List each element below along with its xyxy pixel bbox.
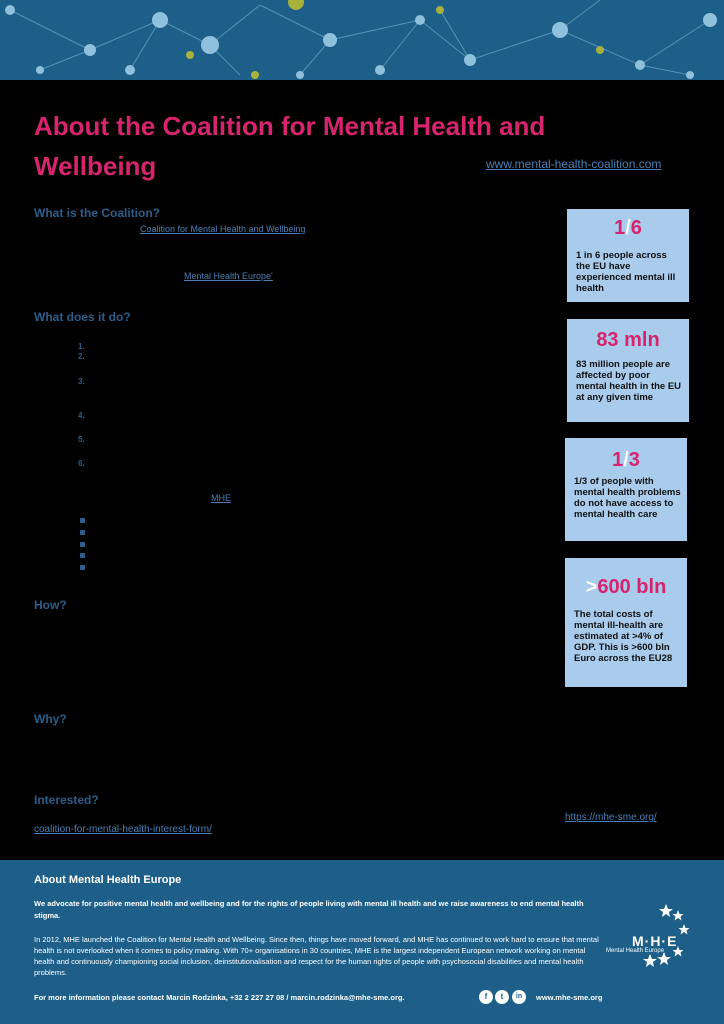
footer-heading: About Mental Health Europe — [34, 874, 182, 886]
header-banner — [0, 0, 724, 80]
footer-intro: We advocate for positive mental health and wellbeing and for the rights of people living with mental ill health and we raise awareness to end mental health stigma. — [34, 899, 584, 920]
list-number: 1. — [78, 342, 85, 351]
bullet-icon — [80, 553, 85, 558]
mhe-inline-link[interactable]: MHE — [211, 493, 231, 503]
linkedin-icon[interactable]: in — [512, 990, 526, 1004]
stat-box-83-mln — [567, 319, 689, 422]
list-number: 4. — [78, 411, 85, 420]
facebook-icon[interactable]: f — [479, 990, 493, 1004]
mhe-logo-text: M·H·E — [632, 933, 678, 949]
interest-form-link[interactable]: coalition-for-mental-health-interest-form/ — [34, 824, 212, 835]
stat-value: >600 bln — [585, 576, 667, 598]
mhe-link[interactable]: Mental Health Europe' — [184, 271, 273, 281]
stat-text: 83 million people are affected by poor mental health in the EU at any given time — [576, 359, 682, 403]
network-graphic — [0, 0, 724, 80]
stat-box-600-bln — [565, 558, 687, 687]
heading-what-does: What does it do? — [34, 310, 131, 324]
stat-text: The total costs of mental ill-health are estimated at >4% of GDP. This is >600 bln Euro across the EU28 — [574, 609, 673, 664]
footer — [0, 860, 724, 1024]
footer-about: In 2012, MHE launched the Coalition for Mental Health and Wellbeing. Since then, things have moved forward, and MHE has continued to work hard to ensure that mental health is not overlooked when it comes to policy making. With 70+ organisations in 30 countries, MHE is the largest independent European network working on mental health and continuously championing social inclusion, deinstitutionalisation and respect for the human rights of people with psychosocial disabilities and mental health problems. — [34, 935, 599, 977]
stat-value: 83 mln — [596, 329, 660, 351]
page-title: About the Coalition for Mental Health and Wellbeing — [34, 111, 546, 181]
mhe-logo-subtitle: Mental Health Europe — [606, 948, 665, 954]
mhe-website-link[interactable]: https://mhe-sme.org/ — [565, 812, 657, 823]
bullet-icon — [80, 518, 85, 523]
footer-website-link[interactable]: www.mhe-sme.org — [536, 993, 603, 1002]
list-number: 3. — [78, 377, 85, 386]
coalition-link[interactable]: Coalition for Mental Health and Wellbeing — [140, 224, 306, 234]
stat-text: 1 in 6 people across the EU have experienced mental ill health — [576, 250, 676, 294]
list-number: 6. — [78, 459, 85, 468]
heading-why: Why? — [34, 712, 67, 726]
bullet-icon — [80, 565, 85, 570]
list-number: 5. — [78, 435, 85, 444]
bullet-icon — [80, 530, 85, 535]
twitter-icon[interactable]: t — [495, 990, 509, 1004]
list-number: 2. — [78, 352, 85, 361]
coalition-website-link[interactable]: www.mental-health-coalition.com — [486, 157, 662, 171]
stat-value: 1/3 — [612, 449, 640, 471]
stat-box-1-in-6 — [567, 209, 689, 302]
heading-interested: Interested? — [34, 793, 99, 807]
stat-value: 1/6 — [614, 217, 642, 239]
bullet-icon — [80, 542, 85, 547]
stat-box-1-in-3 — [565, 438, 687, 541]
stat-text: 1/3 of people with mental health problems do not have access to mental health care — [574, 476, 681, 520]
heading-what-is: What is the Coalition? — [34, 206, 160, 220]
footer-contact: For more information please contact Marcin Rodzinka, +32 2 227 27 08 / marcin.rodzinka@mhe-sme.org. — [34, 993, 405, 1002]
heading-how: How? — [34, 598, 67, 612]
